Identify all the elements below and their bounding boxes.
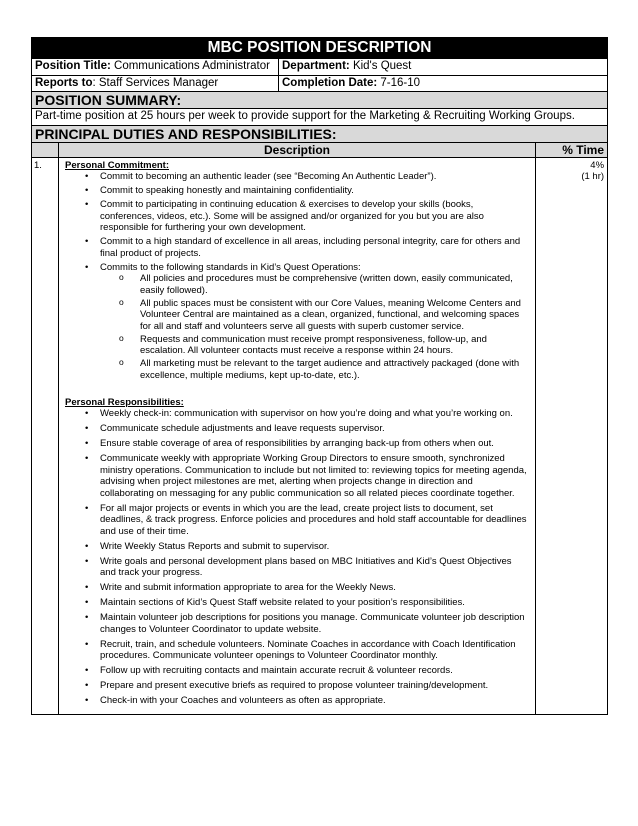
time-hours: (1 hr)	[581, 171, 605, 182]
info-row-1	[32, 59, 608, 76]
commitment-list	[65, 171, 529, 381]
position-title-label: Position Title:	[35, 60, 111, 72]
list-item: • Ensure stable coverage of area of responsibilities by arranging back-up from others when out.	[65, 438, 529, 450]
completion-date-value: 7-16-10	[380, 76, 421, 89]
reports-to-value: : Staff Services Manager	[92, 76, 219, 89]
list-item: • Write goals and personal development plans based on MBC Initiatives and Kid’s Quest Objectives and track your progress.	[65, 556, 529, 579]
list-item: • Weekly check-in: communication with supervisor on how you’re doing and what you’re working on.	[65, 408, 529, 420]
list-item: o All policies and procedures must be comprehensive (written down, easily communicated, easily followed).	[65, 273, 529, 296]
position-title-cell	[32, 59, 279, 76]
list-item: • Maintain sections of Kid’s Quest Staff website related to your position’s responsibilities.	[65, 597, 529, 609]
list-item: • Commit to a high standard of excellence in all areas, including personal integrity, care for others and final product of projects.	[65, 236, 529, 259]
personal-responsibilities-title: Personal Responsibilities:	[65, 396, 184, 408]
duties-column-header	[32, 142, 608, 157]
list-item: • Prepare and present executive briefs as required to propose volunteer training/development.	[65, 680, 529, 692]
document-title: MBC POSITION DESCRIPTION	[32, 38, 608, 59]
list-item: o Requests and communication must receive prompt responsiveness, follow-up, and escalation. All volunteer contacts must receive a response within 24 hours.	[65, 334, 529, 357]
info-row-2	[32, 75, 608, 92]
position-description-document	[31, 37, 607, 715]
personal-commitment-title: Personal Commitment:	[65, 159, 169, 171]
duties-heading-row	[32, 125, 608, 142]
department-cell	[279, 59, 608, 76]
number-column-header	[32, 142, 59, 157]
duty-time	[536, 157, 608, 715]
summary-row	[32, 109, 608, 126]
description-column-header: Description	[59, 142, 536, 157]
summary-heading-row	[32, 92, 608, 109]
reports-to-label: Reports to	[35, 76, 93, 89]
list-item: • Maintain volunteer job descriptions for positions you manage. Communicate volunteer job description changes to Volunteer Coordinator to update website.	[65, 612, 529, 635]
completion-date-cell	[279, 75, 608, 92]
position-title-value: Communications Administrator	[114, 60, 270, 72]
list-item: • Recruit, train, and schedule volunteers. Nominate Coaches in accordance with Coach Identification procedures. Communicate volunteer openings to Volunteer Coordinator monthly.	[65, 639, 529, 662]
title-row	[32, 38, 608, 59]
summary-text: Part-time position at 25 hours per week to provide support for the Marketing & Recruiting Working Groups.	[32, 109, 608, 126]
summary-heading: POSITION SUMMARY:	[32, 92, 608, 109]
list-item: • Check-in with your Coaches and volunteers as often as appropriate.	[65, 695, 529, 707]
completion-date-label: Completion Date:	[282, 76, 378, 89]
position-description-table	[31, 37, 608, 715]
standards-list	[65, 273, 529, 381]
list-item: • Follow up with recruiting contacts and maintain accurate recruit & volunteer records.	[65, 665, 529, 677]
department-value: Kid's Quest	[352, 60, 412, 72]
time-column-header: % Time	[536, 142, 608, 157]
list-item: • Commit to becoming an authentic leader (see “Becoming An Authentic Leader”).	[65, 171, 529, 183]
list-item	[65, 262, 529, 382]
duty-number: 1.	[32, 157, 59, 715]
list-item: • Commit to participating in continuing education & exercises to develop your skills (books, conferences, videos, etc.). Some will be assigned and/or organized for you but you are also responsible for furthering your own development.	[65, 199, 529, 234]
responsibilities-list	[65, 408, 529, 707]
list-item: • Communicate weekly with appropriate Working Group Directors to ensure smooth, synchronized ministry operations. Communication to include but not limited to: reviewing topics for meeting agenda, advising when project milestones are met, alerting when projects change in direction and collaborating on messaging for any public communication so all related pieces coordinate together.	[65, 453, 529, 499]
list-item: • Write Weekly Status Reports and submit to supervisor.	[65, 541, 529, 553]
list-item: • Communicate schedule adjustments and leave requests supervisor.	[65, 423, 529, 435]
list-item: o All marketing must be relevant to the target audience and attractively packaged (done with excellence, multiple mediums, kept up-to-date, etc.).	[65, 358, 529, 381]
time-percent: 4%	[590, 159, 605, 171]
standards-intro: Commits to the following standards in Kid’s Quest Operations:	[100, 261, 361, 273]
reports-to-cell	[32, 75, 279, 92]
department-label: Department:	[282, 60, 350, 72]
list-item: • For all major projects or events in which you are the lead, create project lists to document, set deadlines, & track progress. Enforce policies and procedures and hold staff accountable for deadlines and use of their time.	[65, 503, 529, 538]
duty-row	[32, 157, 608, 715]
list-item: • Commit to speaking honestly and maintaining confidentiality.	[65, 185, 529, 197]
duties-heading: PRINCIPAL DUTIES AND RESPONSIBILITIES:	[32, 125, 608, 142]
duty-description	[59, 157, 536, 715]
list-item: • Write and submit information appropriate to area for the Weekly News.	[65, 582, 529, 594]
list-item: o All public spaces must be consistent with our Core Values, meaning Welcome Centers and Volunteer Central are maintained as a clean, organized, functional, and welcoming spaces for all and staff and volunteers serve all guests with superb customer service.	[65, 298, 529, 333]
